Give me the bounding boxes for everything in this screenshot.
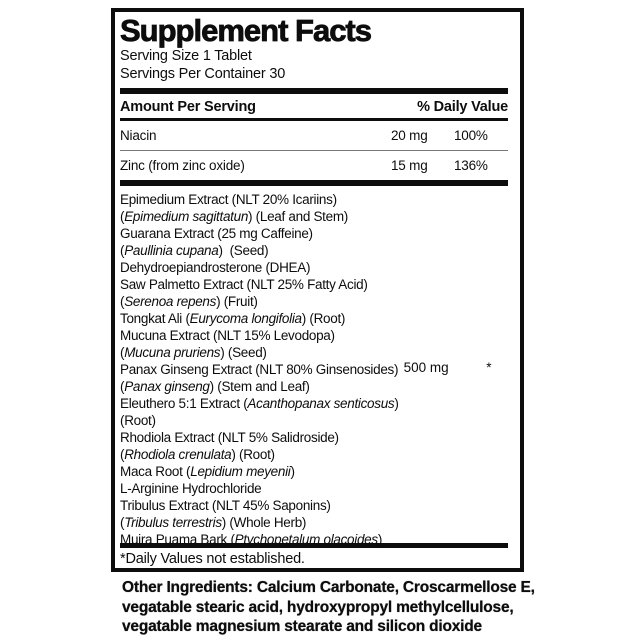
other-ingredients-line: vegatable magnesium stearate and silicon dioxide (122, 618, 482, 635)
column-header-row (120, 94, 508, 118)
daily-value-footnote: *Daily Values not established. (120, 551, 305, 567)
blend-line: Maca Root (Lepidium meyenii) (120, 464, 295, 479)
nutrient-name: Zinc (from zinc oxide) (120, 158, 245, 173)
blend-line: Guarana Extract (25 mg Caffeine) (120, 226, 313, 241)
blend-line: (Rhodiola crenulata) (Root) (120, 447, 275, 462)
nutrient-row-zinc (120, 151, 508, 180)
other-ingredients-line: vegatable stearic acid, hydroxypropyl methylcellulose, (122, 598, 514, 616)
blend-line: Epimedium Extract (NLT 20% Icariins) (120, 192, 337, 207)
blend-line: Saw Palmetto Extract (NLT 25% Fatty Acid) (120, 277, 368, 292)
nutrient-amount: 20 mg (391, 128, 428, 143)
percent-daily-value-header: % Daily Value (417, 99, 508, 115)
amount-per-serving-header: Amount Per Serving (120, 99, 256, 115)
blend-amount: 500 mg (403, 359, 449, 375)
proprietary-blend-section (120, 186, 508, 547)
panel-title: Supplement Facts (120, 13, 371, 48)
nutrient-row-niacin (120, 121, 508, 151)
blend-line: Dehydroepiandrosterone (DHEA) (120, 260, 311, 275)
blend-line: Tongkat Ali (Eurycoma longifolia) (Root) (120, 311, 346, 326)
blend-line: Mucuna Extract (NLT 15% Levodopa) (120, 328, 335, 343)
blend-line: Muira Puama Bark (Ptychopetalum olacoides) (120, 532, 383, 547)
blend-line: (Paullinia cupana) (Seed) (120, 243, 269, 258)
blend-line: Rhodiola Extract (NLT 5% Salidroside) (120, 430, 339, 445)
blend-daily-value-asterisk: * (486, 359, 492, 375)
blend-line: (Tribulus terrestris) (Whole Herb) (120, 515, 307, 530)
blend-ingredient-list (120, 191, 399, 547)
blend-line: Panax Ginseng Extract (NLT 80% Ginsenosides) (120, 362, 399, 377)
blend-line: (Mucuna pruriens) (Seed) (120, 345, 267, 360)
nutrient-daily-value: 100% (454, 128, 488, 143)
nutrient-name: Niacin (120, 128, 157, 143)
blend-line: (Root) (120, 413, 156, 428)
other-ingredients-text (122, 578, 582, 637)
blend-line: Tribulus Extract (NLT 45% Saponins) (120, 498, 331, 513)
nutrient-daily-value: 136% (454, 158, 488, 173)
serving-size-text: Serving Size 1 Tablet (120, 48, 252, 64)
blend-line: (Serenoa repens) (Fruit) (120, 294, 258, 309)
blend-line: (Epimedium sagittatun) (Leaf and Stem) (120, 209, 348, 224)
blend-line: L-Arginine Hydrochloride (120, 481, 262, 496)
supplement-facts-panel (111, 8, 524, 572)
blend-line: (Panax ginseng) (Stem and Leaf) (120, 379, 310, 394)
blend-line: Eleuthero 5:1 Extract (Acanthopanax senticosus) (120, 396, 399, 411)
nutrient-amount: 15 mg (391, 158, 428, 173)
servings-per-container-text: Servings Per Container 30 (120, 66, 286, 82)
other-ingredients-line: Other Ingredients: Calcium Carbonate, Croscarmellose E, (122, 579, 535, 596)
